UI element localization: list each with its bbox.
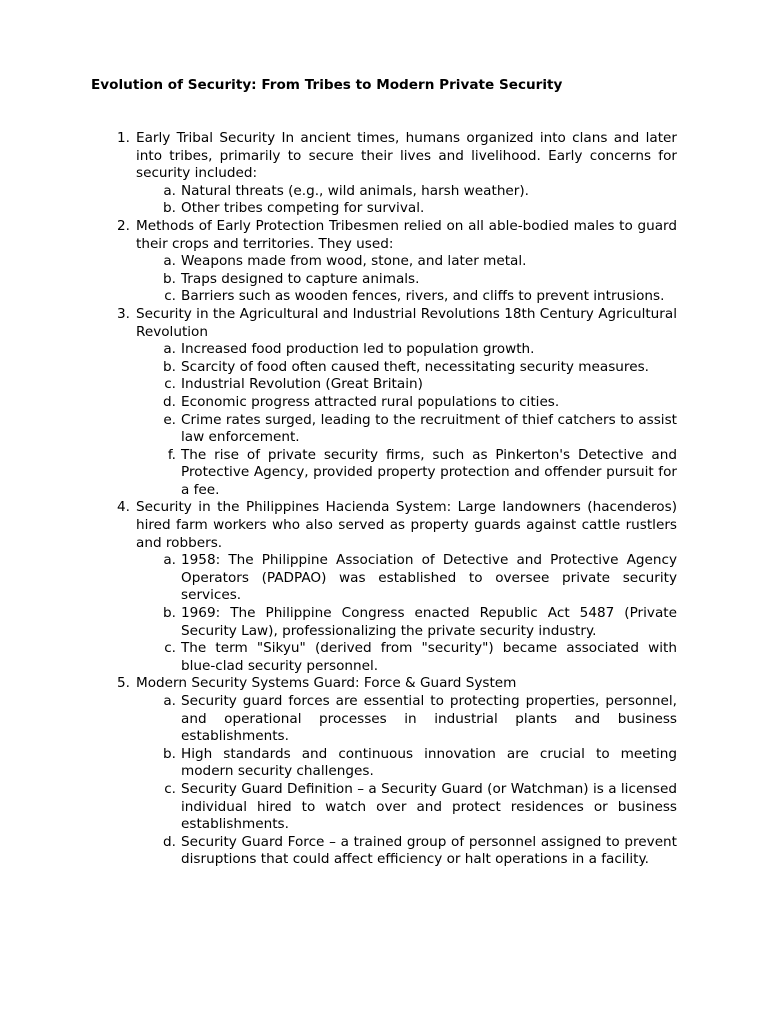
subitem bbox=[167, 446, 677, 500]
subitem-letter: d. bbox=[163, 833, 176, 850]
subitem bbox=[163, 552, 677, 605]
subitem-text: 1969: The Philippine Congress enacted Republic Act 5487 (Private Security Law), professionalizing the private security industry. bbox=[181, 605, 677, 639]
subitem-text: Traps designed to capture animals. bbox=[181, 270, 420, 287]
subitem-letter: b. bbox=[163, 745, 176, 762]
subitem-letter: f. bbox=[167, 446, 176, 463]
section-number: 1. bbox=[117, 130, 130, 146]
subitem-text: The term "Sikyu" (derived from "security") became associated with blue-clad security personnel. bbox=[181, 640, 677, 674]
subitem bbox=[163, 253, 677, 271]
subitem-letter: a. bbox=[163, 693, 176, 709]
subitem-text: Security Guard Definition – a Security Guard (or Watchman) is a licensed individual hired to watch over and protect residences or business establishments. bbox=[181, 780, 677, 833]
subitem bbox=[163, 393, 677, 412]
document-title: Evolution of Security: From Tribes to Modern Private Security bbox=[91, 77, 563, 93]
subitem-text: Economic progress attracted rural populations to cities. bbox=[181, 393, 560, 410]
subitem bbox=[163, 693, 677, 746]
section-number: 5. bbox=[117, 675, 130, 692]
section-text: Modern Security Systems Guard: Force & Guard System bbox=[136, 675, 517, 692]
subitem-letter: a. bbox=[163, 552, 176, 569]
section-item bbox=[117, 499, 677, 675]
subitem-letter: c. bbox=[164, 376, 176, 393]
subitem-text: Barriers such as wooden fences, rivers, and cliffs to prevent intrusions. bbox=[181, 288, 665, 305]
subitem-list bbox=[136, 341, 677, 499]
subitem bbox=[164, 640, 677, 675]
section-text: Security in the Philippines Hacienda System: Large landowners (hacenderos) hired farm workers who also served as property guards against cattle rustlers and robbers. bbox=[136, 499, 677, 551]
subitem-letter: c. bbox=[164, 640, 176, 657]
subitem-text: Security guard forces are essential to protecting properties, personnel, and operational processes in industrial plants and business establishments. bbox=[181, 693, 677, 745]
subitem bbox=[163, 833, 677, 869]
section-item bbox=[117, 130, 677, 218]
section-item bbox=[117, 217, 677, 306]
subitem-text: 1958: The Philippine Association of Detective and Protective Agency Operators (PADPAO) was established to oversee private security services. bbox=[181, 552, 677, 604]
subitem-letter: a. bbox=[163, 182, 176, 199]
section-list bbox=[117, 130, 677, 869]
section-number: 2. bbox=[117, 217, 130, 234]
subitem-text: High standards and continuous innovation are crucial to meeting modern security challenges. bbox=[181, 745, 677, 780]
section-item bbox=[117, 675, 677, 869]
subitem-text: Increased food production led to population growth. bbox=[181, 341, 535, 358]
subitem bbox=[163, 411, 677, 447]
subitem bbox=[163, 605, 677, 640]
subitem-list bbox=[136, 552, 677, 675]
section-text: Security in the Agricultural and Industrial Revolutions 18th Century Agricultural Revolution bbox=[136, 305, 677, 340]
subitem-letter: e. bbox=[163, 411, 176, 428]
subitem bbox=[164, 780, 677, 834]
subitem-text: Crime rates surged, leading to the recruitment of thief catchers to assist law enforcement. bbox=[181, 411, 677, 446]
subitem-letter: b. bbox=[163, 200, 176, 217]
subitem-text: Security Guard Force – a trained group of personnel assigned to prevent disruptions that could affect efficiency or halt operations in a facility. bbox=[181, 833, 677, 868]
subitem-text: Scarcity of food often caused theft, necessitating security measures. bbox=[181, 358, 649, 375]
subitem bbox=[164, 376, 677, 394]
subitem-letter: a. bbox=[163, 341, 176, 358]
section-item bbox=[117, 305, 677, 500]
subitem bbox=[163, 341, 677, 359]
subitem-text: Weapons made from wood, stone, and later metal. bbox=[181, 253, 527, 270]
subitem-list bbox=[136, 693, 677, 869]
section-text: Methods of Early Protection Tribesmen relied on all able-bodied males to guard their crops and territories. They used: bbox=[136, 217, 677, 252]
subitem-letter: b. bbox=[163, 270, 176, 287]
section-number: 4. bbox=[117, 499, 130, 516]
subitem-letter: c. bbox=[164, 288, 176, 305]
subitem-letter: b. bbox=[163, 605, 176, 622]
subitem-letter: d. bbox=[163, 393, 176, 410]
section-number: 3. bbox=[117, 305, 130, 322]
subitem-text: Natural threats (e.g., wild animals, harsh weather). bbox=[181, 182, 530, 199]
subitem-letter: c. bbox=[164, 780, 176, 797]
subitem bbox=[163, 182, 677, 201]
subitem-list bbox=[136, 183, 677, 218]
subitem-list bbox=[136, 253, 677, 306]
subitem bbox=[163, 358, 677, 377]
subitem-letter: b. bbox=[163, 358, 176, 375]
subitem bbox=[163, 270, 677, 289]
subitem bbox=[164, 288, 677, 306]
subitem bbox=[163, 745, 677, 781]
subitem-letter: a. bbox=[163, 253, 176, 270]
subitem-text: Other tribes competing for survival. bbox=[181, 200, 425, 217]
subitem bbox=[163, 200, 677, 218]
subitem-text: The rise of private security firms, such as Pinkerton's Detective and Protective Agency, provided property protection and offender pursuit for a fee. bbox=[181, 446, 677, 498]
subitem-text: Industrial Revolution (Great Britain) bbox=[181, 376, 423, 393]
section-text: Early Tribal Security In ancient times, humans organized into clans and later into tribes, primarily to secure their lives and livelihood. Early concerns for security included: bbox=[136, 130, 677, 182]
